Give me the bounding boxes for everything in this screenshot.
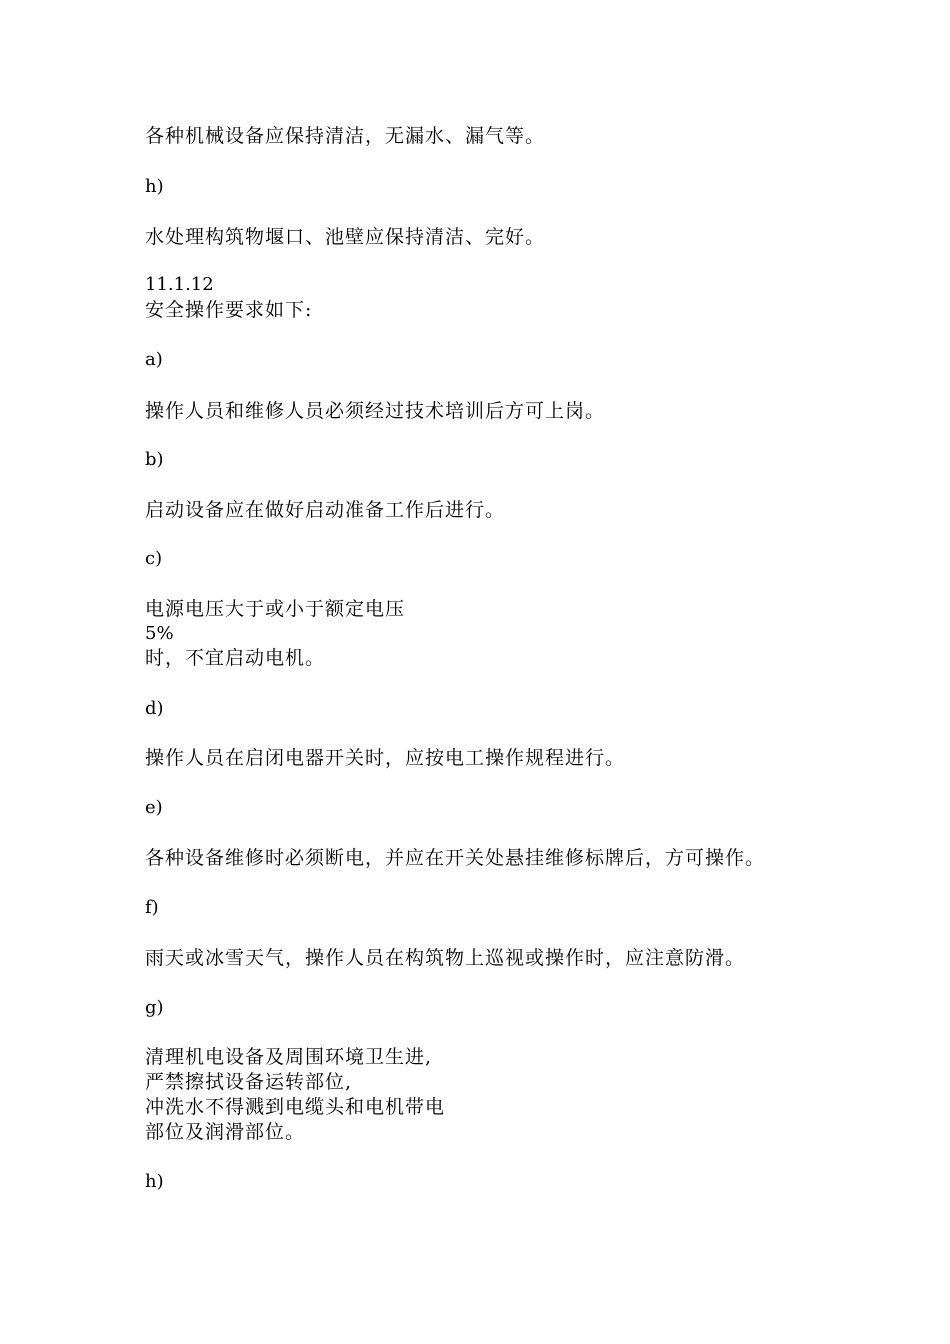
paragraph-text: 各种设备维修时必须断电，并应在开关处悬挂维修标牌后，方可操作。 (145, 847, 766, 869)
list-marker: g) (145, 997, 164, 1018)
list-marker: d) (145, 698, 164, 719)
paragraph-text: 操作人员在启闭电器开关时，应按电工操作规程进行。 (145, 747, 626, 769)
paragraph-text: 启动设备应在做好启动准备工作后进行。 (145, 499, 506, 521)
list-marker: a) (145, 349, 163, 370)
paragraph-text: 冲洗水不得溅到电缆头和电机带电 (145, 1096, 446, 1118)
list-marker: b) (145, 449, 164, 470)
paragraph-text: 操作人员和维修人员必须经过技术培训后方可上岗。 (145, 400, 606, 422)
list-marker: h) (145, 176, 164, 197)
list-marker: e) (145, 797, 163, 818)
paragraph-text: 雨天或冰雪天气，操作人员在构筑物上巡视或操作时，应注意防滑。 (145, 947, 746, 969)
paragraph-text: 电源电压大于或小于额定电压 (145, 598, 406, 620)
list-marker: f) (145, 897, 159, 918)
paragraph-text: 各种机械设备应保持清洁，无漏水、漏气等。 (145, 125, 546, 147)
paragraph-text: 5% (145, 623, 174, 644)
section-heading: 安全操作要求如下: (145, 299, 313, 321)
list-marker: h) (145, 1171, 164, 1192)
paragraph-text: 部位及润滑部位。 (145, 1121, 306, 1143)
paragraph-text: 时，不宜启动电机。 (145, 647, 326, 669)
paragraph-text: 严禁擦拭设备运转部位, (145, 1071, 353, 1093)
paragraph-text: 清理机电设备及周围环境卫生进, (145, 1046, 433, 1068)
list-marker: c) (145, 548, 163, 569)
section-number: 11.1.12 (145, 274, 214, 295)
paragraph-text: 水处理构筑物堰口、池壁应保持清洁、完好。 (145, 226, 546, 248)
